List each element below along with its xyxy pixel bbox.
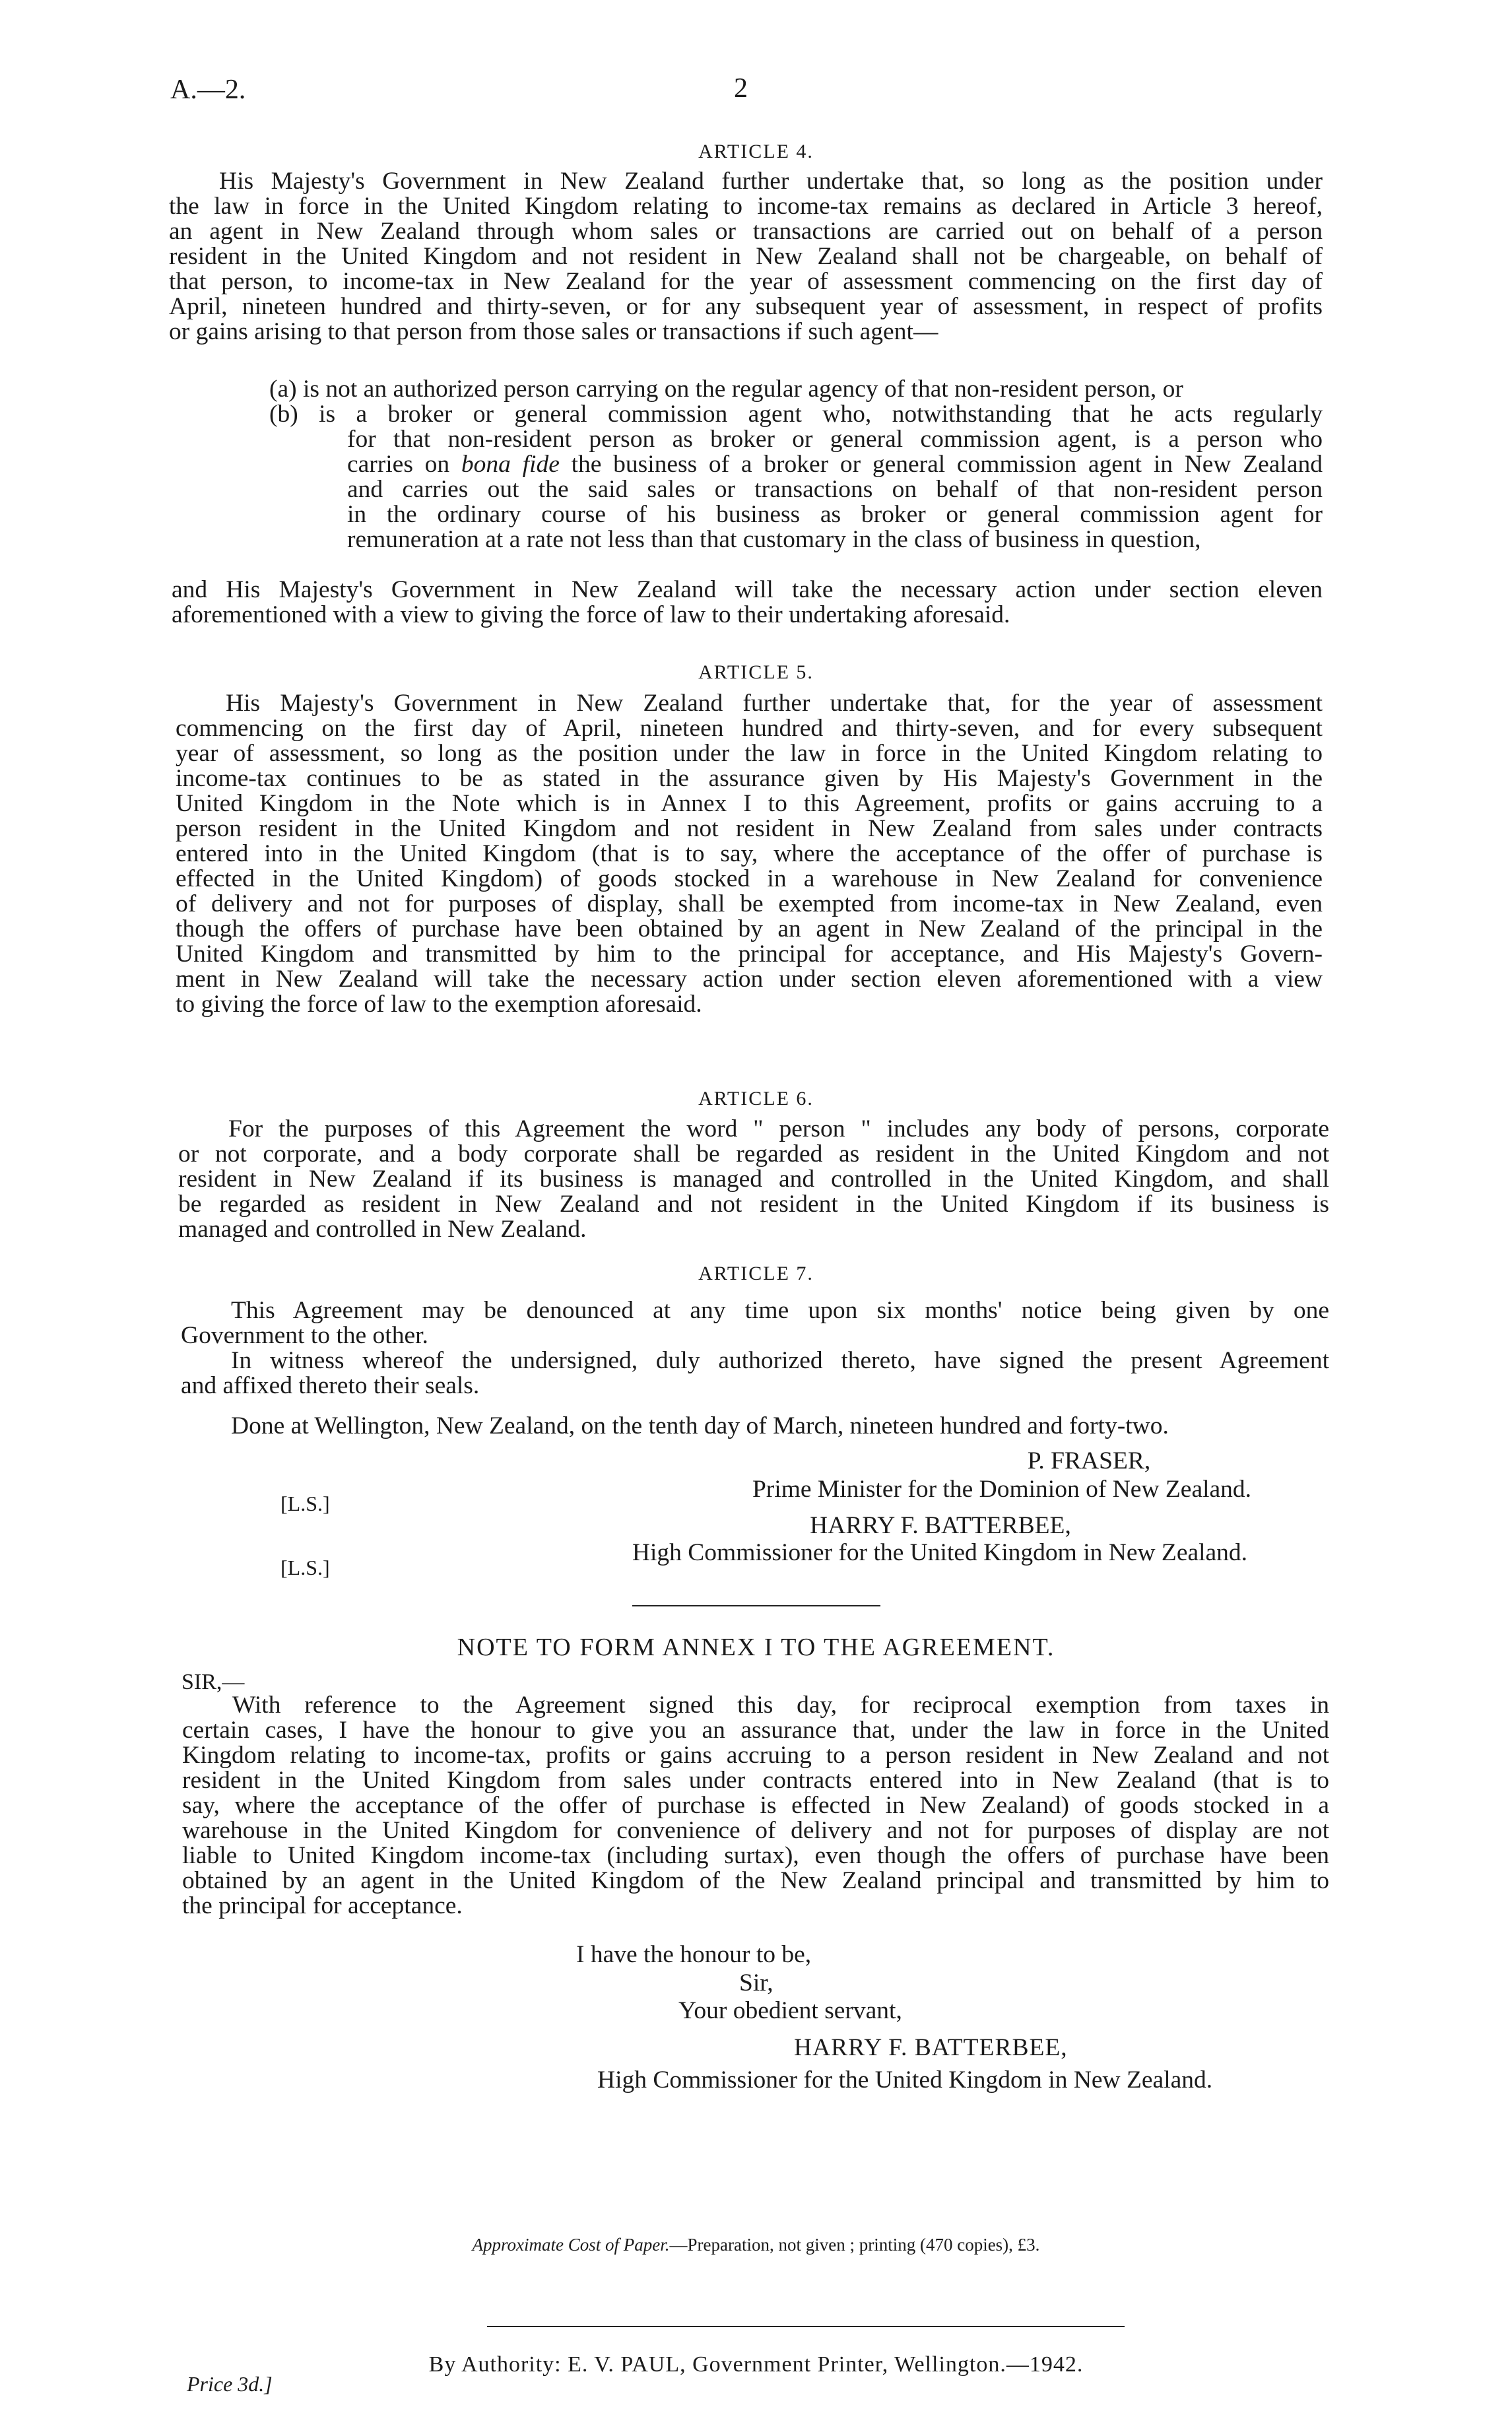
a4b-line: for that non-resident person as broker or general commission agent, is a person who bbox=[347, 426, 1323, 453]
document-reference: A.—2. bbox=[170, 75, 246, 105]
a5-line: to giving the force of law to the exemption aforesaid. bbox=[176, 991, 702, 1018]
a5-line: ment in New Zealand will take the necessary action under section eleven aforementioned with a view bbox=[176, 966, 1323, 993]
a5-line: commencing on the first day of April, nineteen hundred and thirty-seven, and for every subsequent bbox=[176, 715, 1323, 742]
note-line: resident in the United Kingdom from sales under contracts entered into in New Zealand (that is to bbox=[182, 1767, 1329, 1794]
note-closing-line-3: Your obedient servant, bbox=[678, 1997, 902, 2024]
article-5-heading: ARTICLE 5. bbox=[698, 661, 814, 683]
a4b-line: carries on bona fide the business of a broker or general commission agent in New Zealand bbox=[347, 451, 1323, 478]
note-signer-title: High Commissioner for the United Kingdom in New Zealand. bbox=[597, 2066, 1213, 2094]
a4-line: His Majesty's Government in New Zealand further undertake that, so long as the position under bbox=[219, 168, 1323, 195]
a5-line: entered into in the United Kingdom (that is to say, where the acceptance of the offer of purchase is bbox=[176, 840, 1323, 867]
seal-1: [L.S.] bbox=[280, 1492, 330, 1515]
note-title: NOTE TO FORM ANNEX I TO THE AGREEMENT. bbox=[457, 1634, 1055, 1661]
cost-label: Approximate Cost of Paper. bbox=[472, 2235, 670, 2255]
a4c-line: and His Majesty's Government in New Zealand will take the necessary action under section eleven bbox=[172, 576, 1323, 603]
note-line: say, where the acceptance of the offer of purchase is effected in New Zealand) of goods stocked in a bbox=[182, 1792, 1329, 1819]
note-paragraph bbox=[182, 1693, 1329, 1919]
a4b-line: (b) is a broker or general commission agent who, notwithstanding that he acts regularly bbox=[269, 401, 1323, 428]
a5-line: of delivery and not for purposes of display, shall be exempted from income-tax in New Zealand, even bbox=[176, 890, 1323, 917]
signer-1-name: P. FRASER, bbox=[1027, 1447, 1151, 1474]
a5-line: effected in the United Kingdom) of goods stocked in a warehouse in New Zealand for convenience bbox=[176, 865, 1323, 892]
a4-line: that person, to income-tax in New Zealand for the year of assessment commencing on the first day of bbox=[169, 268, 1323, 295]
a4-line: or gains arising to that person from those sales or transactions if such agent— bbox=[169, 318, 938, 345]
note-line: With reference to the Agreement signed this day, for reciprocal exemption from taxes in bbox=[232, 1692, 1329, 1719]
cost-text: —Preparation, not given ; printing (470 copies), £3. bbox=[669, 2235, 1040, 2255]
note-line: Kingdom relating to income-tax, profits or gains accruing to a person resident in New Zealand and not bbox=[182, 1742, 1329, 1769]
note-line: liable to United Kingdom income-tax (including surtax), even though the offers of purchase have been bbox=[182, 1842, 1329, 1869]
price: Price 3d.] bbox=[187, 2372, 273, 2396]
a5-line: United Kingdom in the Note which is in Annex I to this Agreement, profits or gains accruing to a bbox=[176, 790, 1323, 817]
article-5-paragraph bbox=[176, 691, 1323, 1017]
note-line: obtained by an agent in the United Kingdom of the New Zealand principal and transmitted by him to bbox=[182, 1867, 1329, 1894]
a5-line: United Kingdom and transmitted by him to the principal for acceptance, and His Majesty's Govern- bbox=[176, 940, 1323, 968]
note-closing-line-1: I have the honour to be, bbox=[576, 1941, 812, 1968]
a5-line: year of assessment, so long as the position under the law in force in the United Kingdom relating to bbox=[176, 740, 1323, 767]
article-7-heading: ARTICLE 7. bbox=[698, 1263, 814, 1284]
page-number: 2 bbox=[734, 73, 748, 104]
a7a-line: Government to the other. bbox=[181, 1322, 428, 1349]
printer-authority: By Authority: E. V. PAUL, Government Printer, Wellington.—1942. bbox=[428, 2352, 1084, 2377]
note-line: warehouse in the United Kingdom for convenience of delivery and not for purposes of display are not bbox=[182, 1817, 1329, 1844]
footer-divider bbox=[487, 2326, 1125, 2327]
note-line: the principal for acceptance. bbox=[182, 1892, 463, 1919]
a4b-line: in the ordinary course of his business as broker or general commission agent for bbox=[347, 501, 1323, 528]
seal-2: [L.S.] bbox=[280, 1556, 330, 1579]
note-line: certain cases, I have the honour to give you an assurance that, under the law in force in the United bbox=[182, 1717, 1329, 1744]
a4-line: April, nineteen hundred and thirty-seven, or for any subsequent year of assessment, in respect of profits bbox=[169, 293, 1323, 320]
a5-line: His Majesty's Government in New Zealand further undertake that, for the year of assessment bbox=[226, 690, 1323, 717]
a4-line: the law in force in the United Kingdom relating to income-tax remains as declared in Article 3 hereof, bbox=[169, 193, 1323, 220]
a6-line: be regarded as resident in New Zealand and not resident in the United Kingdom if its business is bbox=[178, 1191, 1329, 1218]
a7a-line: This Agreement may be denounced at any time upon six months' notice being given by one bbox=[231, 1297, 1329, 1324]
article-7-paragraph-2 bbox=[181, 1348, 1329, 1399]
section-divider bbox=[632, 1605, 880, 1606]
article-4-item-a bbox=[269, 377, 1323, 402]
note-salutation: SIR,— bbox=[181, 1670, 245, 1694]
article-6-paragraph bbox=[178, 1117, 1329, 1242]
done-at-paragraph bbox=[231, 1414, 1329, 1439]
a7b-line: and affixed thereto their seals. bbox=[181, 1372, 480, 1399]
a7b-line: In witness whereof the undersigned, duly authorized thereto, have signed the present Agreement bbox=[231, 1347, 1329, 1374]
article-7-paragraph-1 bbox=[181, 1298, 1329, 1348]
article-4-paragraph bbox=[169, 169, 1323, 345]
a5-line: though the offers of purchase have been obtained by an agent in New Zealand of the principal in the bbox=[176, 915, 1323, 942]
a4b-line: and carries out the said sales or transactions on behalf of that non-resident person bbox=[347, 476, 1323, 503]
note-signer-name: HARRY F. BATTERBEE, bbox=[794, 2034, 1068, 2061]
a6-line: resident in New Zealand if its business is managed and controlled in the United Kingdom, and shall bbox=[178, 1166, 1329, 1193]
a4-line: an agent in New Zealand through whom sales or transactions are carried out on behalf of a person bbox=[169, 218, 1323, 245]
a4-line: resident in the United Kingdom and not resident in New Zealand shall not be chargeable, on behalf of bbox=[169, 243, 1323, 270]
article-4-closing bbox=[172, 578, 1323, 628]
item-a-text: (a) is not an authorized person carrying on the regular agency of that non-resident person, or bbox=[269, 376, 1183, 403]
a5-line: income-tax continues to be as stated in the assurance given by His Majesty's Government in the bbox=[176, 765, 1323, 792]
done-at-text: Done at Wellington, New Zealand, on the tenth day of March, nineteen hundred and forty-two. bbox=[231, 1412, 1169, 1439]
article-4-heading: ARTICLE 4. bbox=[698, 141, 814, 162]
a5-line: person resident in the United Kingdom and not resident in New Zealand from sales under contracts bbox=[176, 815, 1323, 842]
article-4-item-b bbox=[269, 402, 1323, 552]
signer-2-name: HARRY F. BATTERBEE, bbox=[810, 1512, 1071, 1539]
signer-2-title: High Commissioner for the United Kingdom in New Zealand. bbox=[632, 1539, 1248, 1566]
a6-line: or not corporate, and a body corporate shall be regarded as resident in the United Kingdom and not bbox=[178, 1140, 1329, 1168]
note-closing-line-2: Sir, bbox=[739, 1969, 773, 1996]
a4c-line: aforementioned with a view to giving the force of law to their undertaking aforesaid. bbox=[172, 601, 1010, 628]
a6-line: For the purposes of this Agreement the word " person " includes any body of persons, corporate bbox=[228, 1115, 1329, 1142]
a4b-line: remuneration at a rate not less than that customary in the class of business in question, bbox=[347, 526, 1201, 553]
a6-line: managed and controlled in New Zealand. bbox=[178, 1216, 587, 1243]
signer-1-title: Prime Minister for the Dominion of New Zealand. bbox=[752, 1476, 1252, 1503]
cost-of-paper bbox=[0, 2235, 1512, 2255]
article-6-heading: ARTICLE 6. bbox=[698, 1088, 814, 1109]
